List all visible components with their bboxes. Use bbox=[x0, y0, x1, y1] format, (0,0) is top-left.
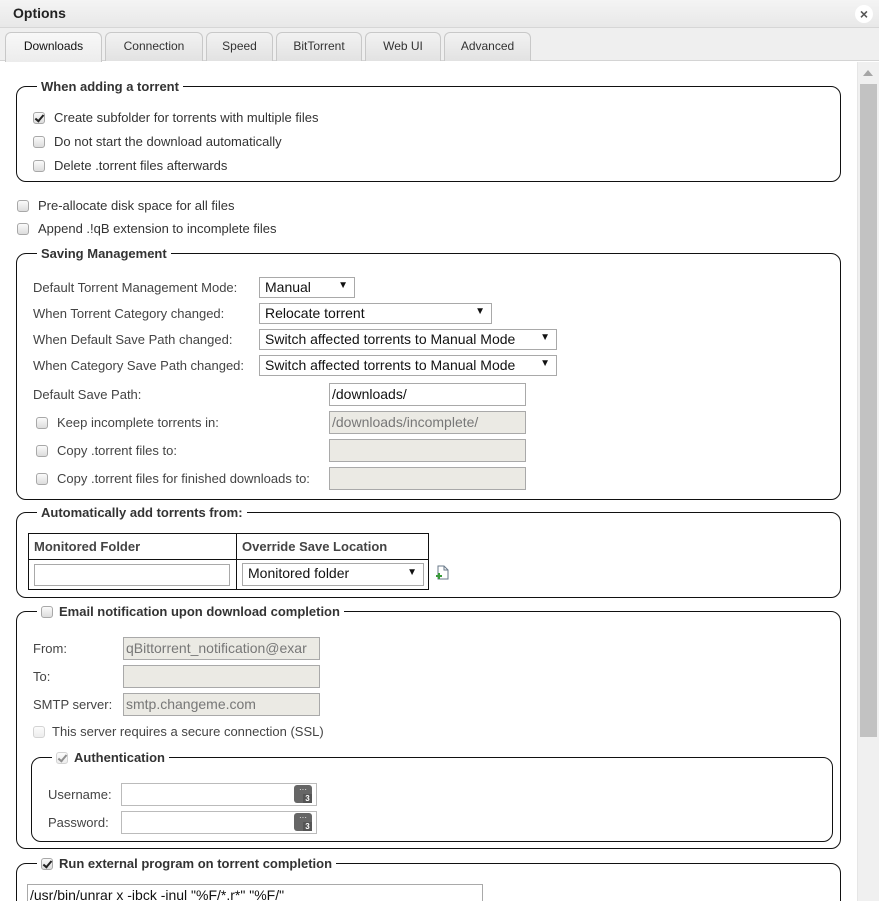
chevron-down-icon: ▼ bbox=[407, 567, 417, 578]
delete-torrent-files-option[interactable] bbox=[33, 158, 227, 173]
ssl-checkbox[interactable] bbox=[33, 726, 45, 738]
to-label: To: bbox=[33, 669, 51, 684]
password-manager-icon[interactable]: ··· 3 bbox=[294, 813, 312, 831]
monitored-folder-input[interactable] bbox=[34, 564, 230, 586]
create-subfolder-checkbox[interactable] bbox=[33, 112, 45, 124]
mode-label: Default Torrent Management Mode: bbox=[33, 280, 238, 295]
tab-downloads[interactable]: Downloads bbox=[5, 32, 102, 62]
ssl-option[interactable] bbox=[33, 724, 324, 739]
chevron-down-icon: ▼ bbox=[540, 358, 550, 369]
chevron-down-icon: ▼ bbox=[540, 332, 550, 343]
category-path-changed-label: When Category Save Path changed: bbox=[33, 358, 245, 373]
do-not-start-checkbox[interactable] bbox=[33, 136, 45, 148]
override-cell bbox=[237, 560, 429, 590]
chevron-down-icon: ▼ bbox=[475, 306, 485, 317]
copy-torrent-input[interactable] bbox=[329, 439, 526, 462]
append-qb-label: Append .!qB extension to incomplete files bbox=[38, 221, 277, 236]
append-qb-option[interactable] bbox=[17, 221, 276, 236]
preallocate-checkbox[interactable] bbox=[17, 200, 29, 212]
from-input[interactable]: qBittorrent_notification@exar bbox=[123, 637, 320, 660]
copy-torrent-option[interactable] bbox=[36, 443, 177, 458]
delete-torrent-files-checkbox[interactable] bbox=[33, 160, 45, 172]
username-label: Username: bbox=[48, 787, 112, 802]
email-notification-label: Email notification upon download completion bbox=[59, 604, 340, 619]
copy-finished-input[interactable] bbox=[329, 467, 526, 490]
do-not-start-label: Do not start the download automatically bbox=[54, 134, 282, 149]
delete-torrent-files-label: Delete .torrent files afterwards bbox=[54, 158, 228, 173]
scroll-up-icon[interactable] bbox=[863, 70, 873, 76]
external-program-legend bbox=[37, 856, 336, 871]
append-qb-checkbox[interactable] bbox=[17, 223, 29, 235]
saving-management-legend: Saving Management bbox=[41, 246, 167, 261]
smtp-input[interactable]: smtp.changeme.com bbox=[123, 693, 320, 716]
smtp-label: SMTP server: bbox=[33, 697, 113, 712]
tab-speed[interactable]: Speed bbox=[206, 32, 273, 61]
folder-cell bbox=[29, 560, 237, 590]
authentication-checkbox[interactable] bbox=[56, 752, 68, 764]
category-changed-label: When Torrent Category changed: bbox=[33, 306, 225, 321]
options-content bbox=[0, 62, 857, 901]
close-button[interactable] bbox=[855, 5, 873, 23]
add-folder-button[interactable] bbox=[436, 565, 450, 581]
category-changed-select[interactable] bbox=[259, 303, 492, 324]
password-manager-icon[interactable]: ··· 3 bbox=[294, 785, 312, 803]
copy-finished-checkbox[interactable] bbox=[36, 473, 48, 485]
preallocate-label: Pre-allocate disk space for all files bbox=[38, 198, 235, 213]
col-override-location: Override Save Location bbox=[237, 534, 429, 560]
tab-advanced[interactable]: Advanced bbox=[444, 32, 531, 61]
external-program-label: Run external program on torrent completion bbox=[59, 856, 333, 871]
add-file-icon bbox=[436, 565, 450, 581]
copy-torrent-label: Copy .torrent files to: bbox=[57, 443, 177, 458]
copy-finished-option[interactable] bbox=[36, 471, 310, 486]
do-not-start-option[interactable] bbox=[33, 134, 282, 149]
authentication-legend bbox=[52, 750, 169, 765]
tab-bittorrent[interactable]: BitTorrent bbox=[276, 32, 362, 61]
keep-incomplete-checkbox[interactable] bbox=[36, 417, 48, 429]
dialog-title: Options bbox=[13, 5, 66, 21]
keep-incomplete-option[interactable] bbox=[36, 415, 219, 430]
category-path-changed-value: Switch affected torrents to Manual Mode bbox=[265, 357, 516, 373]
category-changed-value: Relocate torrent bbox=[265, 305, 365, 321]
default-save-path-label: Default Save Path: bbox=[33, 387, 142, 402]
from-label: From: bbox=[33, 641, 67, 656]
copy-finished-label: Copy .torrent files for finished downloads to: bbox=[57, 471, 310, 486]
tab-web-ui[interactable]: Web UI bbox=[365, 32, 441, 61]
email-notification-checkbox[interactable] bbox=[41, 606, 53, 618]
keep-incomplete-label: Keep incomplete torrents in: bbox=[57, 415, 219, 430]
autoadd-legend: Automatically add torrents from: bbox=[41, 505, 243, 520]
default-path-changed-value: Switch affected torrents to Manual Mode bbox=[265, 331, 516, 347]
create-subfolder-label: Create subfolder for torrents with multiple files bbox=[54, 110, 319, 125]
table-header-row bbox=[29, 534, 429, 560]
table-row bbox=[29, 560, 429, 590]
default-path-changed-select[interactable] bbox=[259, 329, 557, 350]
monitored-folders-table bbox=[28, 533, 429, 590]
mode-value: Manual bbox=[265, 279, 311, 295]
scrollbar[interactable] bbox=[857, 62, 879, 901]
adding-torrent-legend: When adding a torrent bbox=[41, 79, 179, 94]
tab-bar bbox=[0, 28, 879, 61]
copy-torrent-checkbox[interactable] bbox=[36, 445, 48, 457]
default-path-changed-label: When Default Save Path changed: bbox=[33, 332, 233, 347]
col-monitored-folder: Monitored Folder bbox=[29, 534, 237, 560]
dialog-titlebar bbox=[0, 0, 879, 28]
ssl-label: This server requires a secure connection (SSL) bbox=[52, 724, 324, 739]
override-location-value: Monitored folder bbox=[248, 565, 350, 581]
email-notification-legend bbox=[37, 604, 344, 619]
password-label: Password: bbox=[48, 815, 109, 830]
scroll-thumb[interactable] bbox=[860, 84, 877, 737]
chevron-down-icon: ▼ bbox=[338, 280, 348, 291]
keep-incomplete-input[interactable]: /downloads/incomplete/ bbox=[329, 411, 526, 434]
preallocate-option[interactable] bbox=[17, 198, 235, 213]
tab-connection[interactable]: Connection bbox=[105, 32, 203, 61]
to-input[interactable] bbox=[123, 665, 320, 688]
authentication-label: Authentication bbox=[74, 750, 165, 765]
external-program-checkbox[interactable] bbox=[41, 858, 53, 870]
external-program-input[interactable]: /usr/bin/unrar x -ibck -inul "%F/*.r*" "%F/" bbox=[27, 884, 483, 901]
default-save-path-input[interactable]: /downloads/ bbox=[329, 383, 526, 406]
create-subfolder-option[interactable] bbox=[33, 110, 318, 125]
override-location-select[interactable] bbox=[242, 563, 424, 586]
username-input[interactable] bbox=[121, 783, 317, 806]
mode-select[interactable] bbox=[259, 277, 355, 298]
close-icon: × bbox=[859, 6, 869, 22]
password-input[interactable] bbox=[121, 811, 317, 834]
category-path-changed-select[interactable] bbox=[259, 355, 557, 376]
